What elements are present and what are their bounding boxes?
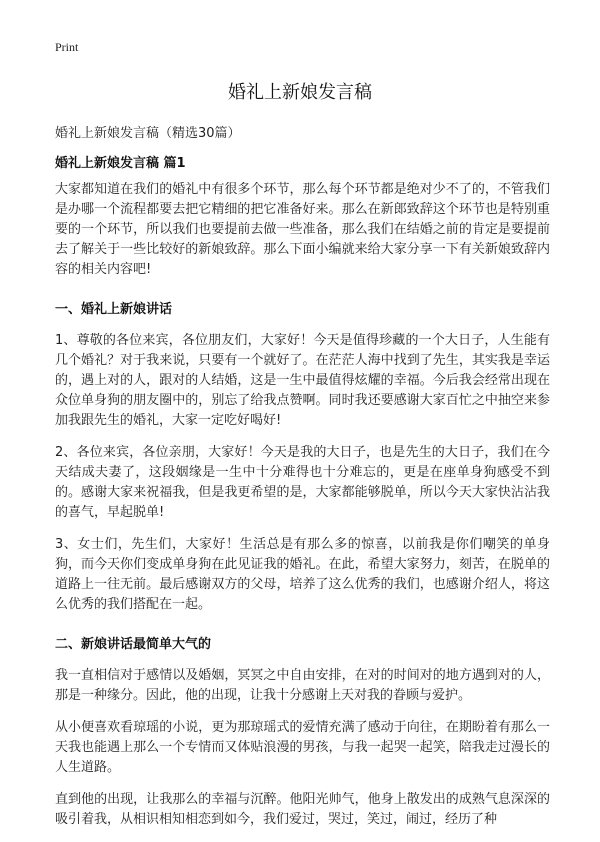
section1-paragraph: 3、女士们，先生们，大家好！生活总是有那么多的惊喜，以前我是你们嘲笑的单身狗，而今天你们变成单身狗在此见证我的婚礼。在此，希望大家努力，刻苦，在脱单的道路上一往无前。最后感谢双方的父母，培养了这么优秀的我们，也感谢介绍人，将这么优秀的我们搭配在一起。	[55, 537, 550, 612]
print-link[interactable]: Print	[55, 40, 79, 54]
section2-paragraph: 直到他的出现，让我那么的幸福与沉醉。他阳光帅气，他身上散发出的成熟气息深深的吸引着我，从相识相知相恋到如今，我们爱过，哭过，笑过，闹过，经历了种	[55, 792, 550, 827]
section-heading-1: 一、婚礼上新娘讲话	[55, 302, 173, 317]
article-body	[55, 180, 550, 842]
section1-paragraph: 2、各位来宾，各位亲朋，大家好！今天是我的大日子，也是先生的大日子，我们在今天结成夫妻了，这段姻缘是一生中十分难得也十分难忘的，更是在座单身狗感受不到的。感谢大家来祝福我，但是我更希望的是，大家都能够脱单，所以今天大家快沾沾我的喜气，早起脱单!	[55, 445, 550, 520]
article-heading: 婚礼上新娘发言稿 篇1	[55, 156, 186, 171]
section1-paragraph: 1、尊敬的各位来宾，各位朋友们，大家好！今天是值得珍藏的一个大日子，人生能有几个婚礼？对于我来说，只要有一个就好了。在茫茫人海中找到了先生，其实我是幸运的，遇上对的人，跟对的人结婚，这是一生中最值得炫耀的幸福。今后我会经常出现在众位单身狗的朋友圈中的，别忘了给我点赞啊。同时我还要感谢大家百忙之中抽空来参加我跟先生的婚礼，大家一定吃好喝好!	[55, 333, 550, 428]
section2-paragraph: 我一直相信对于感情以及婚姻，冥冥之中自由安排，在对的时间对的地方遇到对的人，那是一种缘分。因此，他的出现，让我十分感谢上天对我的眷顾与爱护。	[55, 668, 550, 703]
section2-paragraph: 从小便喜欢看琼瑶的小说，更为那琼瑶式的爱情充满了感动于向往，在期盼着有那么一天我也能遇上那么一个专情而又体贴浪漫的男孩，与我一起哭一起笑，陪我走过漫长的人生道路。	[55, 720, 550, 775]
section-heading-2: 二、新娘讲话最简单大气的	[55, 637, 212, 652]
article-subtitle: 婚礼上新娘发言稿（精选30篇）	[55, 126, 241, 141]
intro-paragraph: 大家都知道在我们的婚礼中有很多个环节，那么每个环节都是绝对少不了的，不管我们是办哪一个流程都要去把它精细的把它准备好来。那么在新郎致辞这个环节也是特别重要的一个环节，所以我们也要提前去做一些准备，那么我们在结婚之前的肯定是要提前去了解关于一些比较好的新娘致辞。那么下面小编就来给大家分享一下有关新娘致辞内容的相关内容吧!	[55, 182, 550, 277]
page-title: 婚礼上新娘发言稿	[228, 82, 372, 103]
